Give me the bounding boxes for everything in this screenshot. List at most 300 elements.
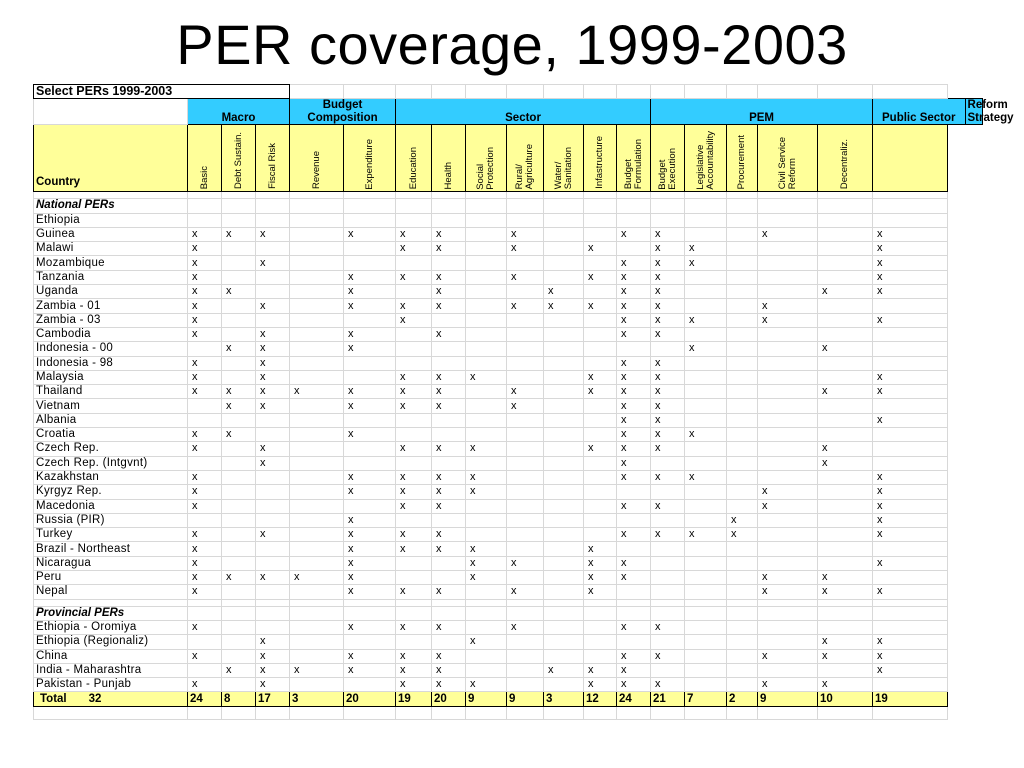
coverage-mark: x	[256, 663, 290, 677]
coverage-mark: x	[344, 542, 396, 556]
empty-cell	[432, 706, 466, 719]
coverage-mark: x	[507, 270, 544, 284]
total-value: 24	[188, 692, 222, 706]
coverage-mark: x	[873, 485, 948, 499]
coverage-mark: x	[651, 442, 685, 456]
coverage-mark: x	[617, 442, 651, 456]
table-row	[34, 385, 983, 399]
coverage-mark: x	[584, 270, 617, 284]
empty-cell	[466, 313, 507, 327]
coverage-mark: x	[466, 370, 507, 384]
empty-cell	[617, 706, 651, 719]
empty-cell	[290, 485, 344, 499]
empty-cell	[432, 199, 466, 213]
empty-cell	[222, 706, 256, 719]
coverage-mark: x	[432, 442, 466, 456]
coverage-mark: x	[256, 356, 290, 370]
empty-cell	[222, 199, 256, 213]
coverage-mark: x	[256, 528, 290, 542]
empty-cell	[818, 213, 873, 227]
trailing-blank-row	[34, 706, 983, 719]
empty-cell	[396, 85, 432, 99]
coverage-mark: x	[617, 649, 651, 663]
empty-cell	[727, 663, 758, 677]
empty-cell	[507, 528, 544, 542]
empty-cell	[727, 678, 758, 692]
empty-cell	[584, 413, 617, 427]
coverage-mark: x	[188, 370, 222, 384]
empty-cell	[290, 499, 344, 513]
empty-cell	[685, 635, 727, 649]
coverage-mark: x	[818, 385, 873, 399]
empty-cell	[685, 499, 727, 513]
empty-cell	[34, 706, 188, 719]
empty-cell	[584, 599, 617, 606]
coverage-mark: x	[617, 499, 651, 513]
empty-cell	[617, 599, 651, 606]
total-value: 9	[758, 692, 818, 706]
coverage-mark: x	[873, 256, 948, 270]
coverage-mark: x	[651, 385, 685, 399]
coverage-mark: x	[188, 485, 222, 499]
empty-cell	[727, 285, 758, 299]
column-header-label: Budget Execution	[656, 147, 678, 190]
empty-cell	[344, 635, 396, 649]
coverage-mark: x	[617, 313, 651, 327]
country-name: Indonesia - 00	[34, 342, 188, 356]
coverage-mark: x	[584, 299, 617, 313]
coverage-mark: x	[873, 270, 948, 284]
coverage-mark: x	[188, 327, 222, 341]
empty-cell	[544, 385, 584, 399]
table-row	[34, 456, 983, 470]
empty-cell	[685, 199, 727, 213]
empty-cell	[873, 342, 948, 356]
empty-cell	[584, 470, 617, 484]
empty-cell	[256, 599, 290, 606]
empty-cell	[544, 556, 584, 570]
empty-cell	[758, 513, 818, 527]
empty-cell	[188, 456, 222, 470]
empty-cell	[651, 513, 685, 527]
coverage-mark: x	[818, 442, 873, 456]
empty-cell	[544, 442, 584, 456]
empty-cell	[818, 606, 873, 620]
empty-cell	[727, 199, 758, 213]
empty-cell	[584, 213, 617, 227]
coverage-mark: x	[432, 227, 466, 241]
coverage-mark: x	[507, 299, 544, 313]
empty-cell	[188, 599, 222, 606]
empty-cell	[432, 635, 466, 649]
coverage-mark: x	[396, 270, 432, 284]
empty-cell	[396, 706, 432, 719]
empty-cell	[818, 542, 873, 556]
coverage-mark: x	[873, 370, 948, 384]
coverage-mark: x	[651, 428, 685, 442]
empty-cell	[818, 706, 873, 719]
coverage-mark: x	[617, 399, 651, 413]
coverage-mark: x	[188, 428, 222, 442]
empty-cell	[507, 85, 544, 99]
empty-cell	[507, 606, 544, 620]
coverage-mark: x	[873, 470, 948, 484]
empty-cell	[344, 192, 396, 199]
coverage-mark: x	[396, 370, 432, 384]
coverage-mark: x	[222, 428, 256, 442]
coverage-mark: x	[432, 370, 466, 384]
column-header-label: Decentraliz.	[839, 139, 851, 190]
coverage-mark: x	[651, 678, 685, 692]
empty-cell	[222, 413, 256, 427]
section-spacer	[34, 599, 983, 606]
empty-cell	[544, 313, 584, 327]
empty-cell	[727, 299, 758, 313]
empty-cell	[507, 571, 544, 585]
column-header-revenue	[290, 125, 344, 192]
empty-cell	[544, 456, 584, 470]
total-count: 32	[88, 692, 102, 705]
coverage-mark: x	[290, 571, 344, 585]
empty-cell	[685, 327, 727, 341]
coverage-mark: x	[617, 663, 651, 677]
table-row	[34, 370, 983, 384]
empty-cell	[290, 256, 344, 270]
coverage-mark: x	[758, 585, 818, 599]
coverage-mark: x	[188, 385, 222, 399]
coverage-mark: x	[188, 227, 222, 241]
coverage-mark: x	[188, 356, 222, 370]
empty-cell	[466, 706, 507, 719]
empty-cell	[222, 370, 256, 384]
empty-cell	[651, 571, 685, 585]
coverage-mark: x	[873, 663, 948, 677]
empty-cell	[758, 370, 818, 384]
empty-cell	[584, 606, 617, 620]
coverage-mark: x	[396, 227, 432, 241]
empty-cell	[584, 649, 617, 663]
coverage-mark: x	[818, 456, 873, 470]
empty-cell	[727, 313, 758, 327]
coverage-mark: x	[396, 585, 432, 599]
empty-cell	[222, 635, 256, 649]
coverage-mark: x	[685, 428, 727, 442]
empty-cell	[584, 85, 617, 99]
column-header-label: Health	[442, 161, 454, 190]
coverage-mark: x	[584, 585, 617, 599]
empty-cell	[222, 499, 256, 513]
coverage-mark: x	[617, 256, 651, 270]
empty-cell	[685, 513, 727, 527]
empty-cell	[256, 606, 290, 620]
empty-cell	[466, 227, 507, 241]
empty-cell	[222, 256, 256, 270]
empty-cell	[685, 413, 727, 427]
coverage-mark: x	[344, 342, 396, 356]
empty-cell	[396, 456, 432, 470]
empty-cell	[727, 649, 758, 663]
empty-cell	[222, 327, 256, 341]
country-name: Czech Rep.	[34, 442, 188, 456]
coverage-mark: x	[685, 256, 727, 270]
coverage-mark: x	[617, 470, 651, 484]
coverage-mark: x	[344, 285, 396, 299]
coverage-mark: x	[396, 442, 432, 456]
empty-cell	[256, 213, 290, 227]
country-name: Zambia - 01	[34, 299, 188, 313]
empty-cell	[727, 706, 758, 719]
empty-cell	[685, 542, 727, 556]
coverage-mark: x	[256, 370, 290, 384]
empty-cell	[584, 485, 617, 499]
empty-cell	[222, 542, 256, 556]
empty-cell	[432, 342, 466, 356]
empty-cell	[344, 706, 396, 719]
column-header-row	[34, 125, 983, 192]
empty-cell	[432, 192, 466, 199]
table-row	[34, 299, 983, 313]
coverage-mark: x	[256, 649, 290, 663]
empty-cell	[818, 199, 873, 213]
coverage-mark: x	[758, 485, 818, 499]
total-value: 19	[873, 692, 948, 706]
empty-cell	[651, 192, 685, 199]
empty-cell	[685, 606, 727, 620]
coverage-mark: x	[290, 385, 344, 399]
empty-cell	[544, 242, 584, 256]
coverage-mark: x	[873, 385, 948, 399]
empty-cell	[396, 285, 432, 299]
coverage-mark: x	[727, 513, 758, 527]
empty-cell	[818, 192, 873, 199]
empty-cell	[290, 413, 344, 427]
empty-cell	[584, 256, 617, 270]
coverage-mark: x	[651, 270, 685, 284]
empty-cell	[584, 528, 617, 542]
column-header-label: Infastructure	[594, 136, 606, 190]
coverage-mark: x	[396, 528, 432, 542]
empty-cell	[466, 399, 507, 413]
empty-cell	[758, 599, 818, 606]
empty-cell	[466, 385, 507, 399]
empty-cell	[727, 571, 758, 585]
coverage-mark: x	[617, 620, 651, 634]
empty-cell	[873, 456, 948, 470]
coverage-mark: x	[617, 678, 651, 692]
empty-cell	[432, 413, 466, 427]
empty-cell	[344, 456, 396, 470]
coverage-mark: x	[188, 442, 222, 456]
coverage-mark: x	[256, 571, 290, 585]
coverage-mark: x	[256, 327, 290, 341]
empty-cell	[466, 649, 507, 663]
country-name: Albania	[34, 413, 188, 427]
empty-cell	[507, 456, 544, 470]
empty-cell	[544, 499, 584, 513]
coverage-mark: x	[256, 299, 290, 313]
empty-cell	[685, 399, 727, 413]
coverage-mark: x	[617, 456, 651, 470]
empty-cell	[544, 599, 584, 606]
coverage-mark: x	[396, 542, 432, 556]
empty-cell	[396, 192, 432, 199]
empty-cell	[544, 649, 584, 663]
empty-cell	[507, 428, 544, 442]
country-name: Nicaragua	[34, 556, 188, 570]
empty-cell	[432, 85, 466, 99]
coverage-mark: x	[432, 385, 466, 399]
empty-cell	[188, 635, 222, 649]
coverage-mark: x	[617, 356, 651, 370]
empty-cell	[758, 428, 818, 442]
empty-cell	[818, 663, 873, 677]
empty-cell	[290, 542, 344, 556]
table-row	[34, 663, 983, 677]
empty-cell	[685, 370, 727, 384]
empty-cell	[290, 342, 344, 356]
coverage-mark: x	[432, 270, 466, 284]
empty-cell	[758, 285, 818, 299]
empty-cell	[396, 599, 432, 606]
empty-cell	[685, 192, 727, 199]
empty-cell	[188, 663, 222, 677]
empty-cell	[651, 456, 685, 470]
coverage-mark: x	[617, 528, 651, 542]
column-header-fiscal-risk	[256, 125, 290, 192]
empty-cell	[256, 556, 290, 570]
empty-cell	[256, 313, 290, 327]
empty-cell	[256, 585, 290, 599]
coverage-mark: x	[617, 556, 651, 570]
coverage-mark: x	[222, 571, 256, 585]
empty-cell	[584, 499, 617, 513]
coverage-mark: x	[651, 356, 685, 370]
empty-cell	[873, 678, 948, 692]
country-name: China	[34, 649, 188, 663]
empty-cell	[34, 599, 188, 606]
empty-cell	[544, 528, 584, 542]
empty-cell	[507, 635, 544, 649]
empty-cell	[818, 370, 873, 384]
empty-cell	[544, 85, 584, 99]
empty-cell	[507, 706, 544, 719]
empty-cell	[432, 356, 466, 370]
coverage-mark: x	[256, 635, 290, 649]
coverage-mark: x	[188, 585, 222, 599]
country-name: Turkey	[34, 528, 188, 542]
coverage-mark: x	[188, 620, 222, 634]
empty-cell	[727, 542, 758, 556]
empty-cell	[290, 649, 344, 663]
empty-cell	[256, 285, 290, 299]
country-name: Ethiopia - Oromiya	[34, 620, 188, 634]
column-header-budget-formulation	[617, 125, 651, 192]
empty-cell	[685, 285, 727, 299]
table-row	[34, 256, 983, 270]
empty-cell	[873, 599, 948, 606]
empty-cell	[873, 356, 948, 370]
column-header-debt-sustain	[222, 125, 256, 192]
coverage-mark: x	[727, 528, 758, 542]
empty-cell	[256, 620, 290, 634]
coverage-mark: x	[222, 227, 256, 241]
empty-cell	[727, 385, 758, 399]
empty-cell	[544, 192, 584, 199]
coverage-mark: x	[432, 678, 466, 692]
empty-cell	[344, 499, 396, 513]
empty-cell	[818, 270, 873, 284]
table-row	[34, 413, 983, 427]
coverage-mark: x	[396, 678, 432, 692]
empty-cell	[727, 327, 758, 341]
coverage-mark: x	[432, 485, 466, 499]
empty-cell	[256, 199, 290, 213]
coverage-mark: x	[466, 542, 507, 556]
empty-cell	[507, 192, 544, 199]
empty-cell	[584, 456, 617, 470]
empty-cell	[396, 635, 432, 649]
empty-cell	[727, 213, 758, 227]
coverage-mark: x	[685, 528, 727, 542]
empty-cell	[222, 242, 256, 256]
empty-cell	[507, 342, 544, 356]
total-value: 3	[290, 692, 344, 706]
empty-cell	[344, 213, 396, 227]
empty-cell	[344, 413, 396, 427]
coverage-mark: x	[432, 299, 466, 313]
table-row	[34, 227, 983, 241]
empty-cell	[290, 599, 344, 606]
coverage-mark: x	[685, 342, 727, 356]
coverage-mark: x	[507, 556, 544, 570]
column-header-procurement	[727, 125, 758, 192]
empty-cell	[818, 356, 873, 370]
coverage-mark: x	[222, 663, 256, 677]
empty-cell	[685, 85, 727, 99]
section-spacer	[34, 192, 983, 199]
empty-cell	[873, 85, 948, 99]
empty-cell	[727, 620, 758, 634]
empty-cell	[873, 620, 948, 634]
country-name: Nepal	[34, 585, 188, 599]
empty-cell	[584, 285, 617, 299]
empty-cell	[466, 270, 507, 284]
empty-cell	[758, 606, 818, 620]
empty-cell	[617, 213, 651, 227]
empty-cell	[544, 585, 584, 599]
empty-cell	[507, 370, 544, 384]
empty-cell	[584, 399, 617, 413]
coverage-mark: x	[466, 556, 507, 570]
empty-cell	[685, 706, 727, 719]
coverage-mark: x	[651, 285, 685, 299]
empty-cell	[344, 678, 396, 692]
empty-cell	[432, 556, 466, 570]
country-name: Malaysia	[34, 370, 188, 384]
coverage-mark: x	[873, 227, 948, 241]
coverage-mark: x	[873, 285, 948, 299]
empty-cell	[507, 513, 544, 527]
coverage-mark: x	[256, 678, 290, 692]
table-row	[34, 327, 983, 341]
table-row	[34, 485, 983, 499]
coverage-mark: x	[818, 285, 873, 299]
coverage-mark: x	[396, 313, 432, 327]
coverage-mark: x	[544, 285, 584, 299]
empty-cell	[758, 270, 818, 284]
empty-cell	[818, 313, 873, 327]
coverage-mark: x	[507, 620, 544, 634]
